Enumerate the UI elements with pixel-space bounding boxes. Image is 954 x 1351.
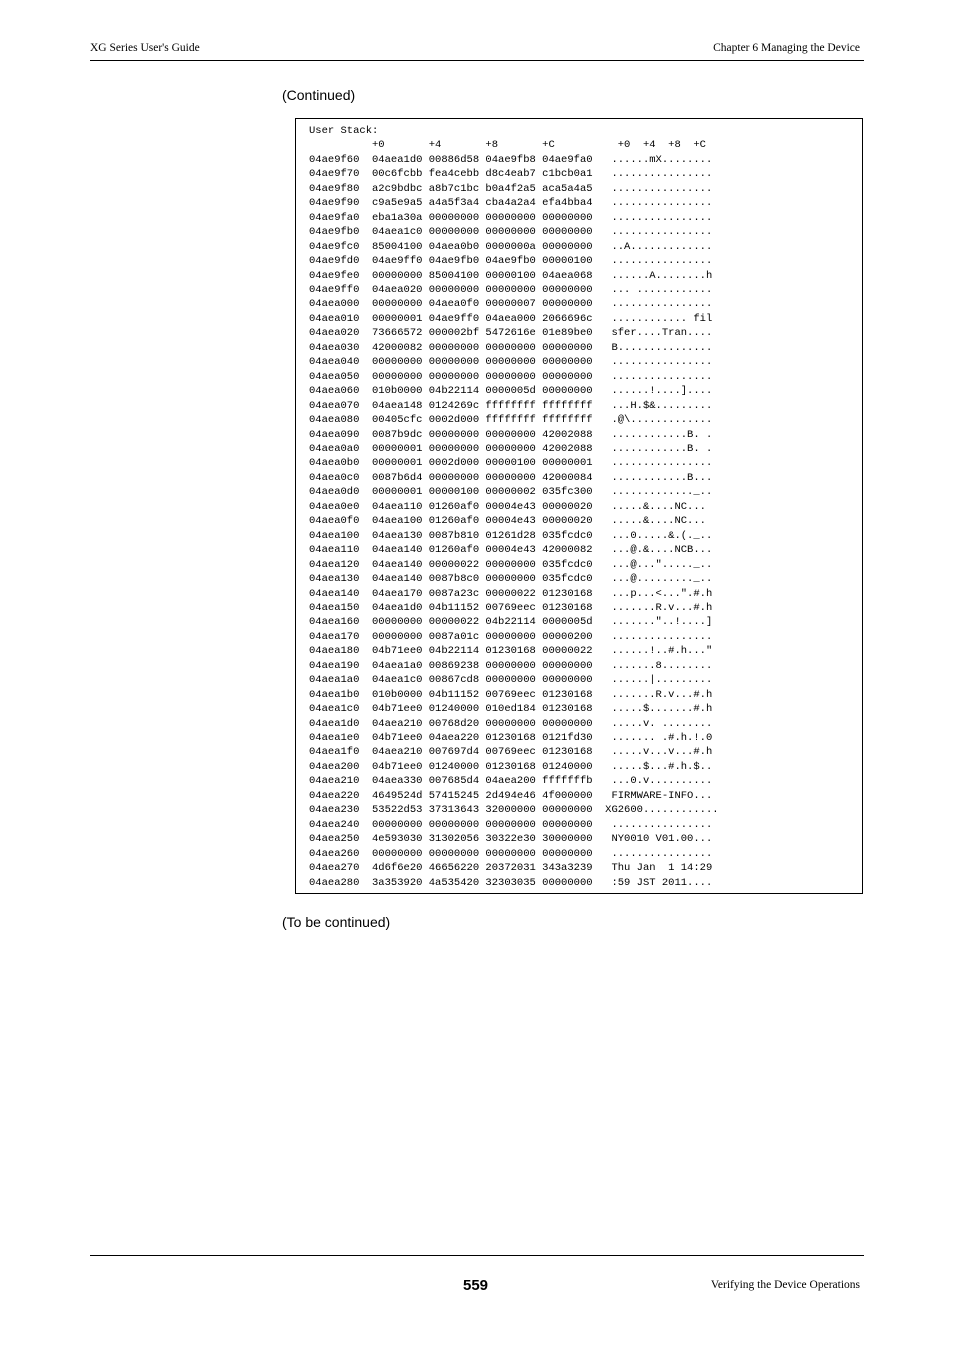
- dump-row: 04aea180 04b71ee0 04b22114 01230168 00000022 ......!..#.h...": [309, 645, 713, 658]
- dump-row: 04aea0d0 00000001 00000100 00000002 035fc300 ............._..: [309, 486, 713, 499]
- dump-row: 04aea160 00000000 00000022 04b22114 0000005d ......."..!....]: [309, 616, 713, 629]
- dump-row: 04aea130 04aea140 0087b8c0 00000000 035fcdc0 ...@........._..: [309, 573, 713, 586]
- dump-row: 04aea210 04aea330 007685d4 04aea200 fffffffb ...0.v..........: [309, 775, 713, 788]
- dump-row: 04ae9fe0 00000000 85004100 00000100 04aea068 ......A........h: [309, 269, 713, 282]
- dump-row: 04aea170 00000000 0087a01c 00000000 00000200 ................: [309, 630, 713, 643]
- dump-row: 04aea110 04aea140 01260af0 00004e43 42000082 ...@.&....NCB...: [309, 544, 713, 557]
- dump-row: 04aea040 00000000 00000000 00000000 00000000 ................: [309, 356, 713, 369]
- dump-row: 04aea220 4649524d 57415245 2d494e46 4f000000 FIRMWARE-INFO...: [309, 789, 713, 802]
- dump-row: 04aea010 00000001 04ae9ff0 04aea000 2066696c ............ fil: [309, 312, 713, 325]
- dump-row: 04aea0e0 04aea110 01260af0 00004e43 00000020 .....&....NC...: [309, 500, 713, 513]
- dump-row: 04aea1b0 010b0000 04b11152 00769eec 01230168 .......R.v...#.h: [309, 688, 713, 701]
- dump-row: 04ae9fa0 eba1a30a 00000000 00000000 00000000 ................: [309, 211, 713, 224]
- dump-row: 04aea270 4d6f6e20 46656220 20372031 343a3239 Thu Jan 1 14:29: [309, 862, 713, 875]
- dump-row: 04aea000 00000000 04aea0f0 00000007 00000000 ................: [309, 298, 713, 311]
- header-rule: [90, 60, 864, 61]
- dump-row: 04aea0b0 00000001 0002d000 00000100 00000001 ................: [309, 457, 713, 470]
- running-header-left: XG Series User's Guide: [90, 42, 200, 54]
- dump-row: 04aea090 0087b9dc 00000000 00000000 42002088 ............B. .: [309, 428, 713, 441]
- dump-row: 04ae9f70 00c6fcbb fea4cebb d8c4eab7 c1bcb0a1 ................: [309, 168, 713, 181]
- dump-row: 04ae9fd0 04ae9ff0 04ae9fb0 04ae9fb0 00000100 ................: [309, 255, 713, 268]
- dump-row: 04aea1a0 04aea1c0 00867cd8 00000000 00000000 ......|.........: [309, 674, 713, 687]
- dump-row: 04aea020 73666572 000002bf 5472616e 01e89be0 sfer....Tran....: [309, 327, 713, 340]
- dump-row: 04aea250 4e593030 31302056 30322e30 30000000 NY0010 V01.00...: [309, 833, 713, 846]
- dump-row: 04aea1f0 04aea210 007697d4 00769eec 01230168 .....v...v...#.h: [309, 746, 713, 759]
- dump-row: 04aea1d0 04aea210 00768d20 00000000 00000000 .....v. ........: [309, 717, 713, 730]
- dump-row: 04ae9f90 c9a5e9a5 a4a5f3a4 cba4a2a4 efa4bba4 ................: [309, 197, 713, 210]
- dump-row: 04aea260 00000000 00000000 00000000 00000000 ................: [309, 847, 713, 860]
- footer-rule: [90, 1255, 864, 1256]
- stack-dump-box: [295, 118, 863, 894]
- dump-row: 04aea140 04aea170 0087a23c 00000022 01230168 ...p...<...".#.h: [309, 587, 713, 600]
- running-footer-right: Verifying the Device Operations: [710, 1279, 860, 1291]
- dump-row: 04ae9fb0 04aea1c0 00000000 00000000 00000000 ................: [309, 226, 713, 239]
- dump-row: 04ae9fc0 85004100 04aea0b0 0000000a 00000000 ..A.............: [309, 240, 713, 253]
- dump-row: 04aea1c0 04b71ee0 01240000 010ed184 01230168 .....$.......#.h: [309, 703, 713, 716]
- dump-row: 04aea200 04b71ee0 01240000 01230168 01240000 .....$...#.h.$..: [309, 760, 713, 773]
- dump-row: 04aea150 04aea1d0 04b11152 00769eec 01230168 .......R.v...#.h: [309, 601, 713, 614]
- dump-row: 04aea280 3a353920 4a535420 32303035 00000000 :59 JST 2011....: [309, 876, 713, 889]
- dump-row: 04aea080 00405cfc 0002d000 ffffffff ffffffff .@\.............: [309, 414, 713, 427]
- dump-row: 04aea1e0 04b71ee0 04aea220 01230168 0121fd30 ....... .#.h.!.0: [309, 732, 713, 745]
- stack-dump: [309, 124, 719, 890]
- dump-row: 04aea0a0 00000001 00000000 00000000 42002088 ............B. .: [309, 442, 713, 455]
- dump-row: 04aea0f0 04aea100 01260af0 00004e43 00000020 .....&....NC...: [309, 515, 713, 528]
- dump-row: 04aea0c0 0087b6d4 00000000 00000000 42000084 ............B...: [309, 471, 713, 484]
- dump-row: 04aea100 04aea130 0087b810 01261d28 035fcdc0 ...0.....&.(._..: [309, 529, 713, 542]
- dump-row: 04aea240 00000000 00000000 00000000 00000000 ................: [309, 818, 713, 831]
- to-be-continued-note: (To be continued): [282, 914, 391, 930]
- continued-note: (Continued): [282, 87, 356, 103]
- page-number: 559: [463, 1277, 489, 1294]
- dump-row: 04aea060 010b0000 04b22114 0000005d 00000000 ......!....]....: [309, 385, 713, 398]
- dump-row: 04aea120 04aea140 00000022 00000000 035fcdc0 ...@..."....._..: [309, 558, 713, 571]
- dump-column-header: +0 +4 +8 +C +0 +4 +8 +C: [309, 139, 706, 152]
- dump-row: 04ae9f80 a2c9bdbc a8b7c1bc b0a4f2a5 aca5a4a5 ................: [309, 182, 713, 195]
- dump-row: 04aea190 04aea1a0 00869238 00000000 00000000 .......8........: [309, 659, 713, 672]
- dump-row: 04ae9f60 04aea1d0 00886d58 04ae9fb8 04ae9fa0 ......mX........: [309, 153, 713, 166]
- dump-row: 04aea070 04aea148 0124269c ffffffff ffffffff ...H.$&.........: [309, 399, 713, 412]
- dump-row: 04ae9ff0 04aea020 00000000 00000000 00000000 ... ............: [309, 283, 713, 296]
- dump-row: 04aea230 53522d53 37313643 32000000 00000000 XG2600............: [309, 804, 719, 817]
- dump-row: 04aea050 00000000 00000000 00000000 00000000 ................: [309, 370, 713, 383]
- dump-row: 04aea030 42000082 00000000 00000000 00000000 B...............: [309, 341, 713, 354]
- running-header-right: Chapter 6 Managing the Device: [713, 42, 860, 54]
- dump-title: User Stack:: [309, 125, 379, 137]
